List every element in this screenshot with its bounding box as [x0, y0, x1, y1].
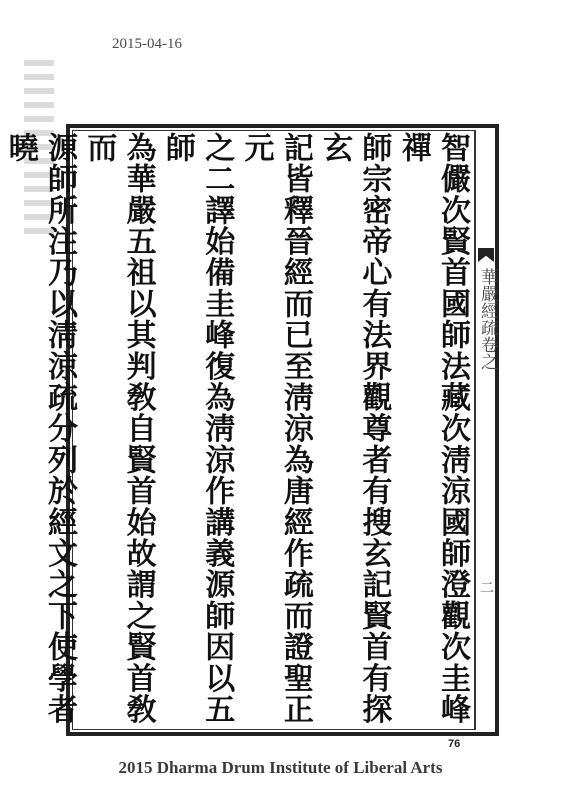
- center-spine: [475, 130, 497, 730]
- main-text: [2, 132, 472, 726]
- text-column: 之二譯始備圭峰復為淸涼作講義源師因以五師: [159, 132, 235, 725]
- spine-folio: 二: [478, 580, 494, 594]
- watermark: 2015 Dharma Drum Institute of Liberal Arts: [118, 758, 443, 777]
- text-column: 為華嚴五祖以其判敎自賢首始故謂之賢首敎而: [81, 132, 156, 725]
- text-column: 智儼次賢首國師法藏次淸涼國師澄觀次圭峰禪: [395, 132, 470, 725]
- text-column: 記皆釋晉經而已至淸涼為唐經作疏而證聖正元: [238, 132, 313, 725]
- page-number: 76: [448, 738, 461, 750]
- scan-date-stamp: 2015-04-16: [112, 36, 182, 52]
- spine-title: 華嚴經疏卷之: [477, 268, 497, 370]
- text-column: 師宗密帝心有法界觀尊者有搜玄記賢首有探玄: [317, 132, 392, 725]
- text-column: 源師所注乃以淸涼疏分列於經文之下使學者曉: [2, 132, 78, 725]
